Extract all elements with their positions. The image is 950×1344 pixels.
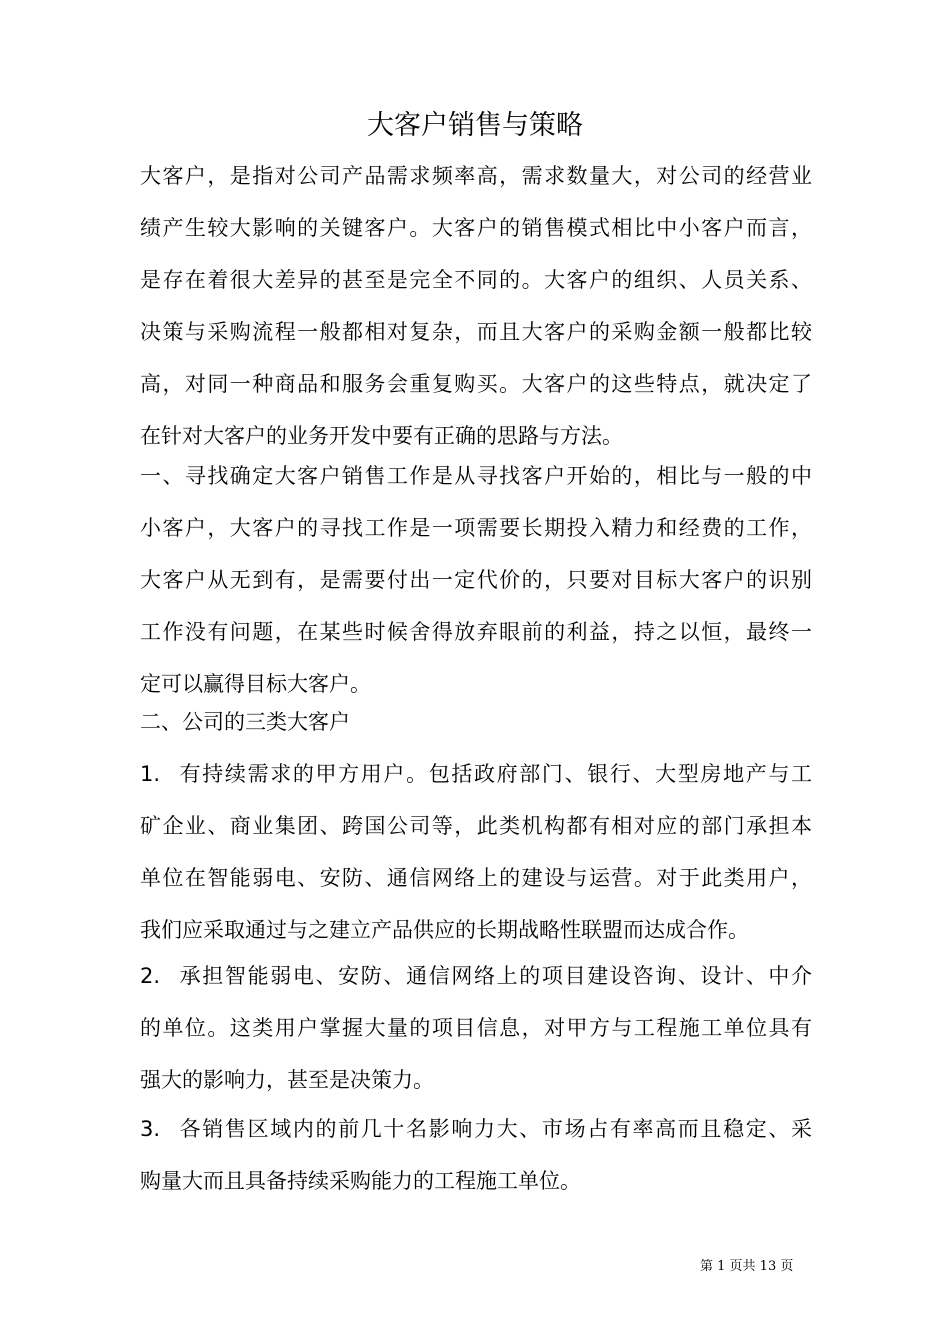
section-1-paragraph [140, 450, 812, 710]
text-line [140, 748, 812, 800]
list-item-3 [140, 1103, 812, 1207]
item-number: 2. [140, 964, 161, 988]
text-line [140, 1103, 812, 1155]
text-line: 矿企业、商业集团、跨国公司等，此类机构都有相对应的部门承担本 [140, 814, 812, 838]
text-line: 小客户，大客户的寻找工作是一项需要长期投入精力和经费的工作， [140, 516, 812, 540]
text-line: 购量大而且具备持续采购能力的工程施工单位。 [140, 1169, 581, 1193]
list-item-2 [140, 950, 812, 1106]
item-number: 1. [140, 762, 161, 786]
text-line: 大客户，是指对公司产品需求频率高，需求数量大，对公司的经营业 [140, 164, 812, 188]
item-text: 有持续需求的甲方用户。包括政府部门、银行、大型房地产与工 [178, 762, 812, 786]
intro-paragraph [140, 150, 812, 462]
text-line: 是存在着很大差异的甚至是完全不同的。大客户的组织、人员关系、 [140, 268, 812, 292]
item-text: 承担智能弱电、安防、通信网络上的项目建设咨询、设计、中介 [178, 964, 812, 988]
text-line: 我们应采取通过与之建立产品供应的长期战略性联盟而达成合作。 [140, 918, 749, 942]
text-line: 的单位。这类用户掌握大量的项目信息，对甲方与工程施工单位具有 [140, 1016, 812, 1040]
page-number-footer: 第 1 页共 13 页 [700, 1259, 794, 1274]
text-line: 在针对大客户的业务开发中要有正确的思路与方法。 [140, 424, 623, 448]
text-line: 绩产生较大影响的关键客户。大客户的销售模式相比中小客户而言， [140, 216, 812, 240]
item-number: 3. [140, 1117, 161, 1141]
text-line: 强大的影响力，甚至是决策力。 [140, 1068, 434, 1092]
list-item-1 [140, 748, 812, 956]
text-line: 定可以赢得目标大客户。 [140, 672, 371, 696]
document-title: 大客户销售与策略 [367, 110, 583, 141]
text-line: 决策与采购流程一般都相对复杂，而且大客户的采购金额一般都比较 [140, 320, 812, 344]
text-line: 大客户从无到有，是需要付出一定代价的，只要对目标大客户的识别 [140, 568, 812, 592]
text-line: 高，对同一种商品和服务会重复购买。大客户的这些特点，就决定了 [140, 372, 812, 396]
text-line: 一、寻找确定大客户销售工作是从寻找客户开始的，相比与一般的中 [140, 464, 812, 488]
text-line: 工作没有问题，在某些时候舍得放弃眼前的利益，持之以恒，最终一 [140, 620, 812, 644]
section-2-heading [140, 696, 812, 748]
text-line: 单位在智能弱电、安防、通信网络上的建设与运营。对于此类用户， [140, 866, 812, 890]
section-heading: 二、公司的三类大客户 [140, 710, 350, 734]
item-text: 各销售区域内的前几十名影响力大、市场占有率高而且稳定、采 [178, 1117, 812, 1141]
text-line [140, 950, 812, 1002]
